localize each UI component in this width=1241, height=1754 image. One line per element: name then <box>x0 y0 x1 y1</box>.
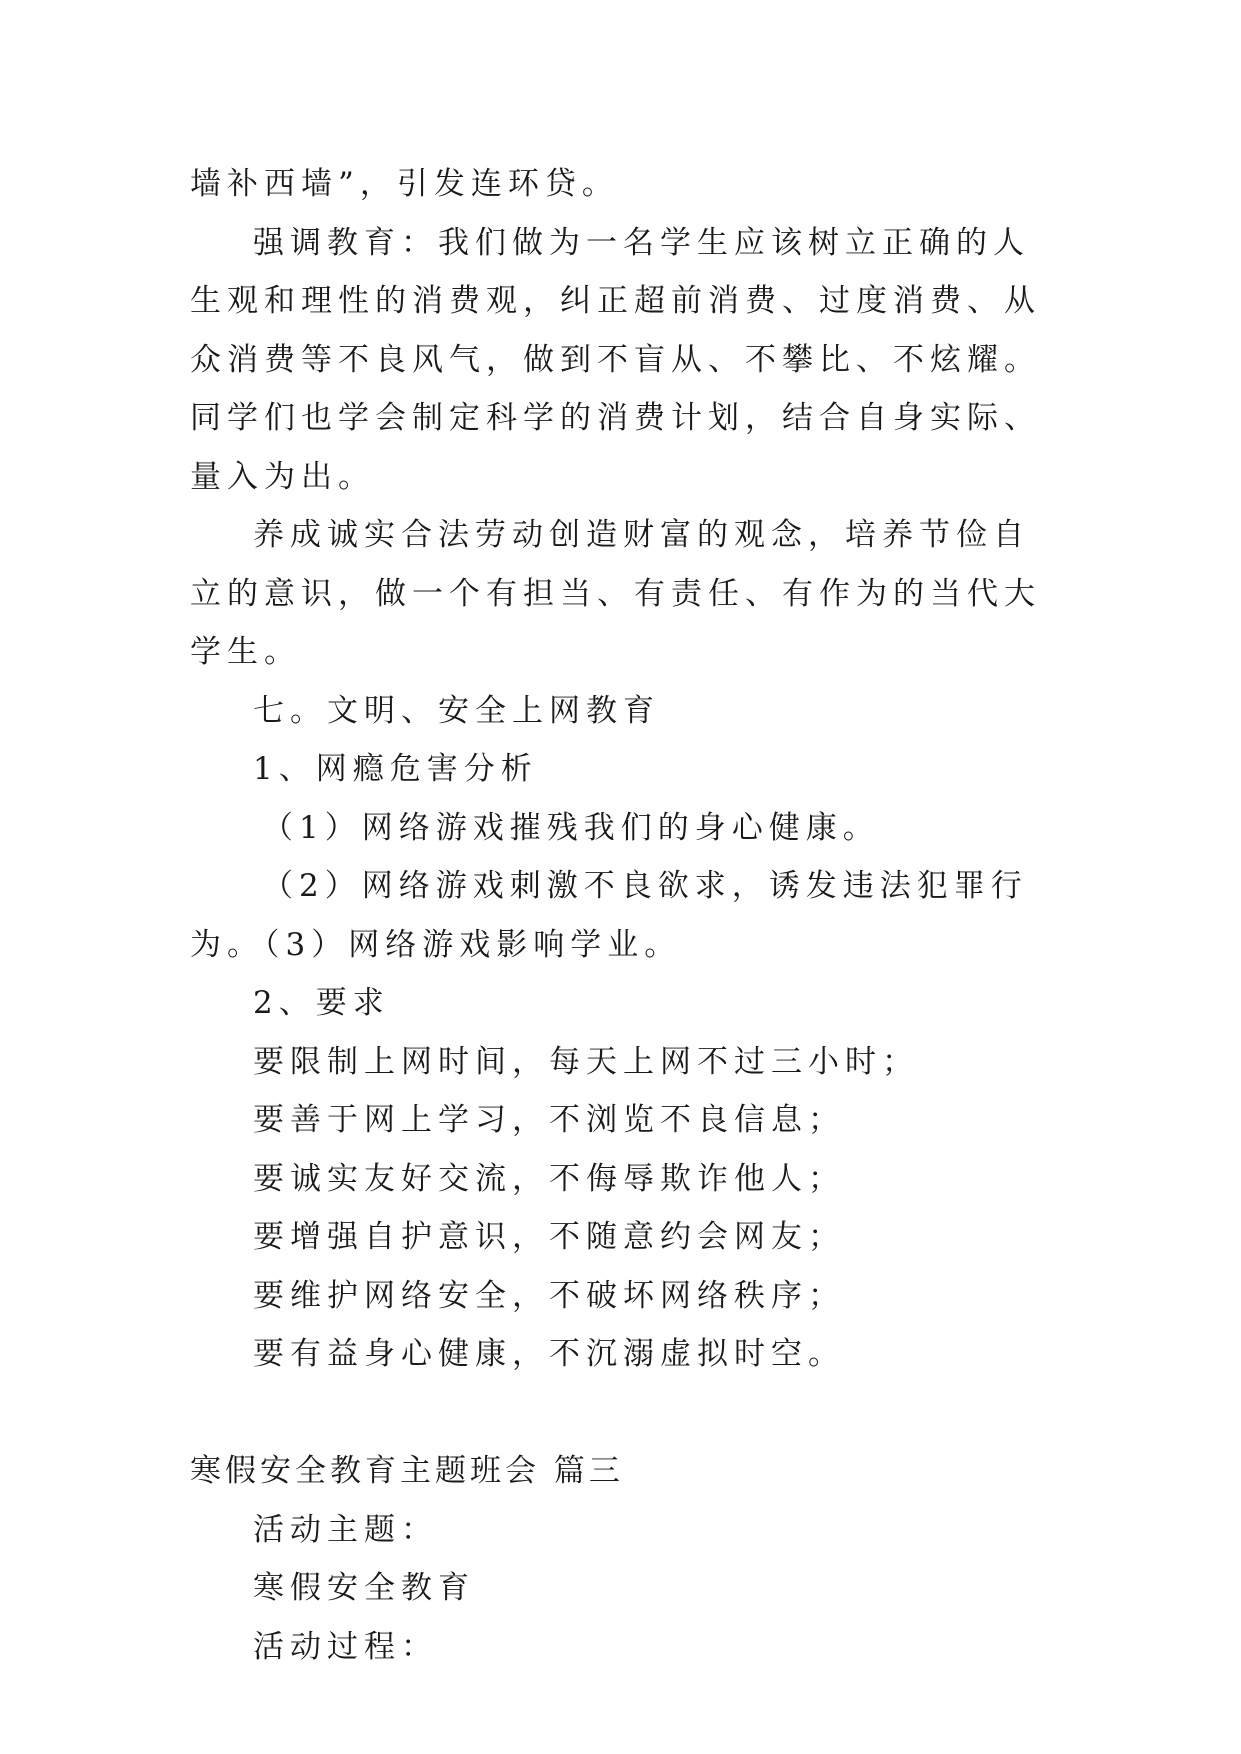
activity-theme-value: 寒假安全教育 <box>253 1570 475 1606</box>
paragraph-emphasis-education: 强调教育：我们做为一名学生应该树立正确的人生观和理性的消费观，纠正超前消费、过度消费、从众消费等不良风气，做到不盲从、不攀比、不炫耀。同学们也学会制定科学的消费计划，结合自身实际、量入为出。 <box>190 224 1041 495</box>
requirement-item: 要有益身心健康，不沉溺虚拟时空。 <box>253 1336 845 1372</box>
heading-internet-education: 七。文明、安全上网教育 <box>253 692 660 729</box>
heading-requirements: 2、要求 <box>253 985 390 1021</box>
section-gap <box>190 1384 1050 1443</box>
requirement-item: 要善于网上学习，不浏览不良信息； <box>253 1102 845 1138</box>
section-title: 寒假安全教育主题班会 篇三 <box>190 1453 624 1489</box>
paragraph-honest-labor: 养成诚实合法劳动创造财富的观念，培养节俭自立的意识，做一个有担当、有责任、有作为的当代大学生。 <box>190 517 1041 670</box>
requirement-item: 要维护网络安全，不破坏网络秩序； <box>253 1277 845 1314</box>
activity-process-label: 活动过程： <box>253 1628 438 1665</box>
requirement-item: 要诚实友好交流，不侮辱欺诈他人； <box>253 1160 845 1197</box>
paragraph-continuation: 墙补西墙”，引发连环贷。 <box>190 166 619 202</box>
requirement-item: 要限制上网时间，每天上网不过三小时； <box>253 1043 919 1080</box>
heading-addiction-harm: 1、网瘾危害分析 <box>253 751 538 787</box>
activity-theme-label: 活动主题： <box>253 1511 438 1548</box>
document-body <box>190 155 1050 1676</box>
item-harm-2-3: （2）网络游戏刺激不良欲求，诱发违法犯罪行为。（3）网络游戏影响学业。 <box>190 868 1028 963</box>
requirement-item: 要增强自护意识，不随意约会网友； <box>253 1219 845 1255</box>
item-harm-1: （1）网络游戏摧残我们的身心健康。 <box>262 809 880 846</box>
